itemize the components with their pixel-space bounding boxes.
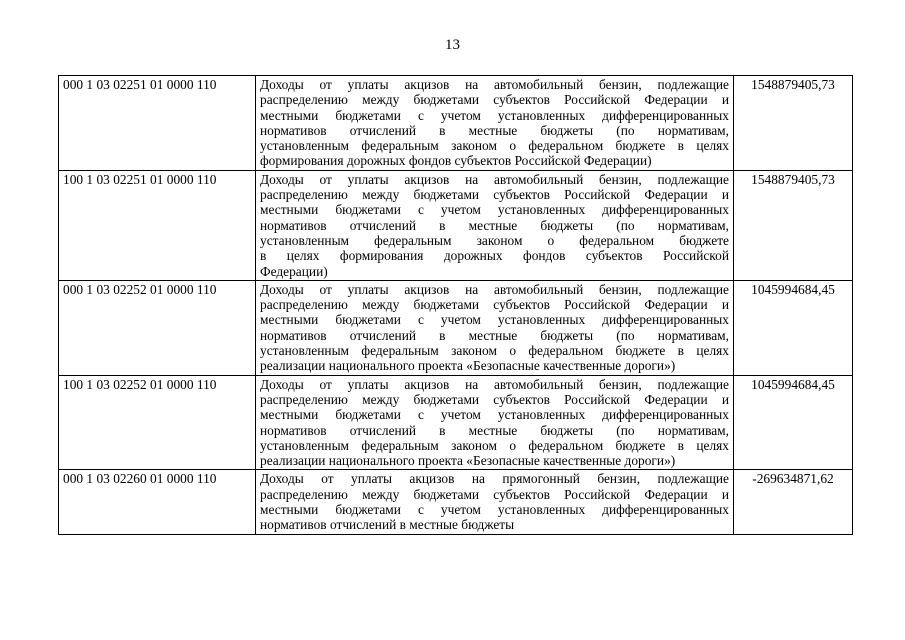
table-row — [59, 76, 853, 171]
description-line: Доходы от уплаты акцизов на автомобильный бензин, подлежащие — [260, 171, 729, 187]
description-line: установленным федеральным законом о федеральном бюджете в целях — [260, 343, 729, 359]
page-number: 13 — [445, 37, 460, 53]
description-line: нормативов отчислений в местные бюджеты (по нормативам, — [260, 217, 729, 233]
budget-classification-code: 000 1 03 02260 01 0000 110 — [59, 470, 256, 534]
description-line: нормативов отчислений в местные бюджеты — [260, 517, 515, 533]
description-line: установленным федеральным законом о федеральном бюджете в целях — [260, 437, 729, 453]
description-line: нормативов отчислений в местные бюджеты (по нормативам, — [260, 422, 729, 438]
description-line: установленным федеральным законом о федеральном бюджете в целях — [260, 138, 729, 154]
description-line: в целях формирования дорожных фондов субъектов Российской — [260, 248, 729, 264]
revenue-amount: -269634871,62 — [734, 470, 853, 534]
description-line: установленным федеральным законом о федеральном бюджете — [260, 232, 729, 248]
revenue-amount: 1045994684,45 — [734, 280, 853, 375]
description-line: распределению между бюджетами субъектов Российской Федерации и — [260, 187, 729, 203]
description-line: формирования дорожных фондов субъектов Российской Федерации) — [260, 153, 652, 169]
revenue-description — [256, 170, 734, 280]
description-line: Доходы от уплаты акцизов на автомобильный бензин, подлежащие — [260, 77, 729, 92]
description-line: реализации национального проекта «Безопасные качественные дороги») — [260, 453, 676, 469]
description-line: местными бюджетами с учетом установленных дифференцированных — [260, 407, 729, 423]
description-line: реализации национального проекта «Безопасные качественные дороги») — [260, 358, 676, 374]
revenue-amount: 1548879405,73 — [734, 170, 853, 280]
budget-classification-code: 000 1 03 02251 01 0000 110 — [59, 76, 256, 171]
description-line: Доходы от уплаты акцизов на автомобильный бензин, подлежащие — [260, 376, 729, 392]
revenue-description — [256, 470, 734, 534]
description-line: нормативов отчислений в местные бюджеты (по нормативам, — [260, 327, 729, 343]
description-line: местными бюджетами с учетом установленных дифференцированных — [260, 312, 729, 328]
description-line: местными бюджетами с учетом установленных дифференцированных — [260, 202, 729, 218]
description-line: Федерации) — [260, 263, 328, 279]
table-row — [59, 470, 853, 534]
budget-revenue-table — [58, 75, 853, 535]
budget-classification-code: 100 1 03 02252 01 0000 110 — [59, 375, 256, 470]
description-line: Доходы от уплаты акцизов на автомобильный бензин, подлежащие — [260, 281, 729, 297]
description-line: Доходы от уплаты акцизов на прямогонный бензин, подлежащие — [260, 471, 729, 487]
revenue-amount: 1548879405,73 — [734, 76, 853, 171]
description-line: распределению между бюджетами субъектов Российской Федерации и — [260, 391, 729, 407]
table-row — [59, 170, 853, 280]
description-line: нормативов отчислений в местные бюджеты (по нормативам, — [260, 122, 729, 138]
description-line: местными бюджетами с учетом установленных дифференцированных — [260, 502, 729, 518]
budget-classification-code: 100 1 03 02251 01 0000 110 — [59, 170, 256, 280]
table-row — [59, 375, 853, 470]
budget-table-body — [59, 76, 853, 535]
revenue-description — [256, 375, 734, 470]
revenue-amount: 1045994684,45 — [734, 375, 853, 470]
description-line: распределению между бюджетами субъектов Российской Федерации и — [260, 297, 729, 313]
description-line: распределению между бюджетами субъектов Российской Федерации и — [260, 486, 729, 502]
description-line: распределению между бюджетами субъектов Российской Федерации и — [260, 92, 729, 108]
table-row — [59, 280, 853, 375]
revenue-description — [256, 76, 734, 171]
description-line: местными бюджетами с учетом установленных дифференцированных — [260, 107, 729, 123]
revenue-description — [256, 280, 734, 375]
budget-classification-code: 000 1 03 02252 01 0000 110 — [59, 280, 256, 375]
